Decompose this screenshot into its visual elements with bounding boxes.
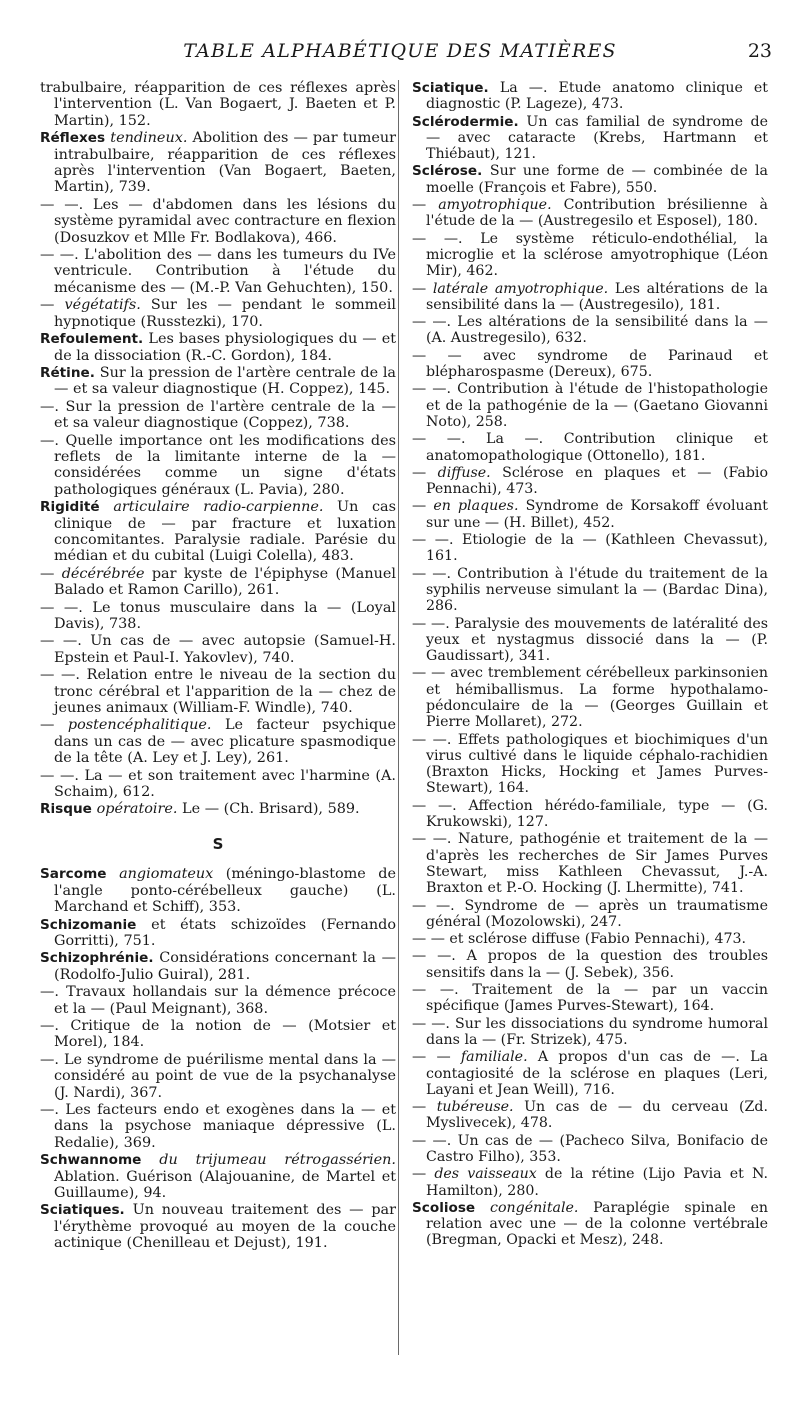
entry-subheading: angiomateux bbox=[119, 866, 226, 883]
index-entry bbox=[40, 667, 396, 716]
entry-subheading: du trijumeau rétrogassérien. bbox=[159, 1152, 396, 1169]
entry-text: Le — (Ch. Brisard), 589. bbox=[182, 801, 360, 818]
right-entry-list bbox=[412, 80, 768, 1249]
index-entry bbox=[40, 1202, 396, 1251]
index-entry bbox=[40, 600, 396, 633]
entry-dash: — —. bbox=[412, 897, 465, 914]
entry-heading: Risque bbox=[40, 801, 97, 818]
entry-text: L'abolition des — dans les tumeurs du IVe ventricule. Contribution à l'étude du mécanisme des — (M.-P. Van Gehuchten), 150. bbox=[54, 247, 396, 296]
entry-text: Sur les — pendant le sommeil hypnotique (Russtezki), 170. bbox=[54, 297, 397, 330]
index-entry bbox=[40, 80, 396, 129]
index-entry bbox=[412, 566, 768, 615]
entry-text: La —. Etude anatomo clinique et diagnostic (P. Lageze), 473. bbox=[426, 80, 768, 113]
index-entry bbox=[412, 80, 768, 113]
index-entry bbox=[40, 1152, 396, 1201]
index-entry bbox=[412, 431, 768, 464]
entry-text: Sur la pression de l'artère centrale de la — et sa valeur diagnostique (H. Coppez), 145. bbox=[54, 364, 396, 398]
entry-text: Quelle importance ont les modifications des reflets de la limitante interne de la — considérées comme un signe d'états pathologiques généraux (L. Pavia), 280. bbox=[54, 432, 396, 498]
entry-text: Le système réticulo-endothélial, la microglie et la sclérose amyotrophique (Léon Mir), 462. bbox=[426, 230, 769, 280]
entry-text: Considérations concernant la — (Rodolfo-Julio Guiral), 281. bbox=[54, 950, 396, 983]
entry-text: Sclérose en plaques et — (Fabio Pennachi), 473. bbox=[426, 464, 768, 498]
entry-dash: —. bbox=[40, 984, 67, 1001]
running-title: TABLE ALPHABÉTIQUE DES MATIÈRES bbox=[183, 40, 617, 62]
entry-dash: — —. bbox=[40, 599, 93, 616]
entry-dash: — —. bbox=[412, 831, 458, 848]
entry-text: La — et son traitement avec l'harmine (A. Schaim), 612. bbox=[54, 767, 396, 801]
index-entry bbox=[40, 801, 396, 817]
entry-dash: — — bbox=[412, 931, 450, 948]
entry-text: et états schizoïdes (Fernando Gorritti), 751. bbox=[54, 916, 396, 949]
index-entry bbox=[412, 231, 768, 280]
index-entry bbox=[40, 768, 396, 801]
running-head bbox=[0, 40, 800, 70]
index-entry bbox=[412, 348, 768, 381]
entry-text: Sur une forme de — combinée de la moelle (François et Fabre), 550. bbox=[426, 163, 768, 196]
entry-dash: — —. bbox=[412, 230, 481, 247]
entry-subheading: congénitale. bbox=[490, 1199, 594, 1216]
entry-text: Les — d'abdomen dans les lésions du système pyramidal avec contracture en flexion (Dosuzkov et Mlle Fr. Bodlakova), 466. bbox=[54, 196, 396, 246]
index-entry bbox=[412, 732, 768, 797]
entry-subheading: postencéphalitique. bbox=[67, 717, 225, 734]
entry-heading: Sarcome bbox=[40, 866, 120, 883]
index-entry bbox=[412, 931, 768, 947]
index-entry bbox=[412, 798, 768, 831]
entry-dash: — —. bbox=[412, 1132, 458, 1149]
page-number: 23 bbox=[747, 40, 772, 62]
entry-heading: Schizomanie bbox=[40, 916, 152, 933]
entry-text: Critique de la notion de — (Motsier et Morel), 184. bbox=[54, 1017, 396, 1051]
index-entry bbox=[40, 399, 396, 432]
entry-text: Contribution brésilienne à l'étude de la — (Austregesilo et Esposel), 180. bbox=[426, 197, 768, 230]
entry-dash: — — bbox=[412, 347, 484, 364]
index-entry bbox=[412, 465, 768, 498]
entry-text: Affection hérédo-familiale, type — (G. Krukowski), 127. bbox=[426, 797, 769, 831]
entry-dash: — —. bbox=[40, 196, 94, 213]
index-entry bbox=[412, 1166, 768, 1199]
index-entry bbox=[40, 365, 396, 398]
index-entry bbox=[412, 665, 768, 730]
entry-dash: —. bbox=[40, 398, 66, 415]
entry-text: Un cas de — du cerveau (Zd. Myslivecek), 478. bbox=[426, 1099, 768, 1132]
column-divider bbox=[398, 80, 399, 1355]
entry-subheading: latérale amyotrophique. bbox=[432, 280, 615, 297]
entry-dash: — —. bbox=[40, 633, 91, 650]
entry-text: Effets pathologiques et biochimiques d'un virus cultivé dans le liquide céphalo-rachidien (Braxton Hicks, Hocking et James Purves-Stewart), 164. bbox=[426, 731, 768, 797]
index-entry bbox=[40, 331, 396, 364]
entry-text: Paraplégie spinale en relation avec une — de la colonne vertébrale (Bregman, Opacki et Mesz), 248. bbox=[426, 1199, 769, 1249]
entry-heading: Rigidité bbox=[40, 499, 114, 516]
entry-dash: — —. bbox=[412, 982, 473, 999]
entry-dash: — —. bbox=[412, 1015, 456, 1032]
entry-dash: — —. bbox=[412, 615, 455, 632]
index-entry bbox=[412, 616, 768, 665]
entry-dash: — bbox=[412, 464, 438, 481]
index-entry bbox=[40, 433, 396, 499]
entry-subheading: diffuse. bbox=[437, 464, 503, 481]
entry-text: par kyste de l'épiphyse (Manuel Balado et Ramon Carillo), 261. bbox=[54, 565, 396, 599]
index-entry bbox=[40, 499, 396, 565]
entry-subheading: végétatifs. bbox=[64, 297, 151, 314]
left-entry-list bbox=[40, 80, 396, 818]
index-entry bbox=[412, 1099, 768, 1132]
index-entry bbox=[40, 984, 396, 1017]
entry-dash: — —. bbox=[412, 948, 467, 965]
entry-dash: — —. bbox=[40, 667, 87, 684]
entry-dash: — bbox=[412, 1099, 437, 1116]
index-entry bbox=[40, 1102, 396, 1151]
index-entry bbox=[40, 130, 396, 196]
entry-text: Abolition des — par tumeur intrabulbaire, réapparition de ces réflexes après l'intervention (Van Bogaert, Baeten, Martin), 739. bbox=[54, 130, 397, 196]
index-entry bbox=[412, 281, 768, 314]
entry-dash: — —. bbox=[412, 797, 469, 814]
index-entry bbox=[40, 197, 396, 246]
section-letter-s: S bbox=[212, 834, 224, 853]
entry-text: Les altérations de la sensibilité dans la — (A. Austregesilo), 632. bbox=[426, 314, 768, 347]
entry-text: Syndrome de Korsakoff évoluant sur une — (H. Billet), 452. bbox=[426, 498, 768, 531]
entry-dash: —. bbox=[40, 1101, 66, 1118]
entry-text: Paralysie des mouvements de latéralité des yeux et nystagmus dissocié dans la — (P. Gaudissart), 341. bbox=[426, 615, 769, 665]
entry-heading: Rétine. bbox=[40, 364, 100, 381]
entry-text: Le syndrome de puérilisme mental dans la — considéré au point de vue de la psychanalyse (J. Nardi), 367. bbox=[54, 1051, 396, 1101]
index-entry bbox=[412, 498, 768, 531]
entry-dash: —. bbox=[40, 1017, 71, 1034]
entry-text: Les facteurs endo et exogènes dans la — et dans la psychose maniaque dépressive (L. Redalie), 369. bbox=[54, 1101, 396, 1151]
entry-dash: — bbox=[40, 717, 68, 734]
entry-dash: — bbox=[412, 1166, 435, 1183]
entry-dash: — bbox=[40, 565, 62, 582]
entry-text: Syndrome de — après un traumatisme général (Mozolowski), 247. bbox=[426, 897, 768, 930]
entry-subheading: des vaisseaux bbox=[434, 1166, 545, 1183]
index-entry bbox=[40, 917, 396, 950]
entry-dash: — —. bbox=[412, 314, 458, 331]
entry-text: Un cas familial de syndrome de — avec cataracte (Krebs, Hartmann et Thiébaut), 121. bbox=[426, 113, 768, 163]
index-entry bbox=[412, 1016, 768, 1049]
index-entry bbox=[412, 1200, 768, 1249]
index-entry bbox=[412, 532, 768, 565]
entry-text: Un nouveau traitement des — par l'érythème provoqué au moyen de la couche actinique (Chenilleau et Dejust), 191. bbox=[54, 1202, 396, 1252]
right-column bbox=[412, 80, 768, 1250]
entry-text: Sur les dissociations du syndrome humoral dans la — (Fr. Strizek), 475. bbox=[426, 1015, 768, 1048]
entry-heading: Réflexes bbox=[40, 130, 111, 147]
entry-text: Les bases physiologiques du — et de la dissociation (R.-C. Gordon), 184. bbox=[54, 331, 396, 364]
entry-text: (méningo-blastome de l'angle ponto-cérébelleux gauche) (L. Marchand et Schiff), 353. bbox=[54, 866, 396, 916]
entry-subheading: décérébrée bbox=[61, 565, 152, 582]
entry-dash: — — bbox=[412, 665, 451, 682]
index-entry bbox=[412, 1049, 768, 1098]
index-entry bbox=[412, 381, 768, 430]
index-entry bbox=[40, 633, 396, 666]
index-entry bbox=[412, 898, 768, 931]
index-entry bbox=[40, 297, 396, 330]
entry-text: Le facteur psychique dans un cas de — avec plicature spasmodique de la tête (A. Ley et J. Ley), 261. bbox=[54, 717, 397, 767]
entry-heading: Sciatiques. bbox=[40, 1202, 133, 1219]
entry-heading: Sciatique. bbox=[412, 80, 500, 96]
entry-text: Etiologie de la — (Kathleen Chevassut), 161. bbox=[426, 532, 768, 565]
entry-dash: — bbox=[40, 297, 65, 314]
index-entry bbox=[40, 866, 396, 915]
entry-dash: — —. bbox=[412, 381, 458, 398]
entry-text: A propos d'un cas de —. La contagiosité de la sclérose en plaques (Leri, Layani et Jean Weill), 716. bbox=[426, 1049, 768, 1098]
entry-heading: Scoliose bbox=[412, 1199, 491, 1216]
index-entry bbox=[40, 717, 396, 766]
entry-text: et sclérose diffuse (Fabio Pennachi), 473. bbox=[449, 931, 747, 948]
entry-dash: — —. bbox=[412, 532, 463, 549]
entry-text: Traitement de la — par un vaccin spécifique (James Purves-Stewart), 164. bbox=[426, 982, 769, 1015]
entry-dash: — —. bbox=[40, 247, 85, 264]
index-entry bbox=[412, 948, 768, 981]
entry-heading: Schizophrénie. bbox=[40, 950, 160, 967]
entry-text: Contribution à l'étude du traitement de la syphilis nerveuse simulant la — (Bardac Dina), 286. bbox=[426, 565, 769, 615]
entry-dash: — bbox=[412, 498, 434, 515]
entry-text: Les altérations de la sensibilité dans la — (Austregesilo), 181. bbox=[426, 280, 769, 313]
entry-heading: Sclérose. bbox=[412, 163, 490, 180]
index-entry bbox=[412, 982, 768, 1015]
entry-text: avec tremblement cérébelleux parkinsonien et hémiballismus. La forme hypothalamo-pédonculaire de la — (Georges Guillain et Pierre Mollaret), 272. bbox=[426, 665, 768, 731]
entry-dash: — —. bbox=[412, 731, 458, 748]
entry-text: Ablation. Guérison (Alajouanine, de Martel et Guillaume), 94. bbox=[54, 1168, 396, 1201]
entry-subheading: en plaques. bbox=[433, 498, 526, 515]
left-column bbox=[40, 80, 396, 1253]
entry-subheading: opératoire. bbox=[96, 801, 183, 818]
entry-text: Contribution à l'étude de l'histopathologie et de la pathogénie de la — (Gaetano Giovanni Noto), 258. bbox=[426, 381, 768, 430]
index-entry bbox=[40, 950, 396, 983]
entry-heading: Refoulement. bbox=[40, 331, 149, 348]
index-entry bbox=[40, 1052, 396, 1101]
entry-subheading: amyotrophique. bbox=[438, 197, 564, 214]
entry-text: Un cas de — avec autopsie (Samuel-H. Epstein et Paul-I. Yakovlev), 740. bbox=[54, 633, 396, 666]
entry-subheading: tubéreuse. bbox=[436, 1099, 525, 1116]
entry-dash: — bbox=[412, 197, 439, 214]
entry-text: Un cas clinique de — par fracture et luxation concomitantes. Paralysie radiale. Parésie du médian et du cubital (Luigi Colella), 483. bbox=[54, 499, 397, 565]
entry-text: Le tonus musculaire dans la — (Loyal Davis), 738. bbox=[54, 599, 396, 632]
entry-dash: — — bbox=[412, 1049, 461, 1066]
index-entry bbox=[412, 197, 768, 230]
index-entry bbox=[412, 163, 768, 196]
entry-text: Nature, pathogénie et traitement de la — d'après les recherches de Sir James Purves Stewart, miss Kathleen Chevassut, J.-A. Braxton et P.-O. Hocking (J. Lhermitte), 741. bbox=[426, 831, 769, 897]
index-entry bbox=[40, 566, 396, 599]
index-entry bbox=[412, 314, 768, 347]
s-entry-list bbox=[40, 866, 396, 1251]
entry-subheading: familiale. bbox=[460, 1049, 538, 1066]
entry-text: trabulbaire, réapparition de ces réflexes après l'intervention (L. Van Bogaert, J. Baeten et P. Martin), 152. bbox=[40, 80, 396, 129]
entry-dash: — bbox=[412, 280, 433, 297]
entry-dash: —. bbox=[40, 1051, 64, 1068]
entry-text: A propos de la question des troubles sensitifs dans la — (J. Sebek), 356. bbox=[426, 948, 769, 981]
entry-text: de la rétine (Lijo Pavia et N. Hamilton), 280. bbox=[426, 1166, 768, 1199]
entry-text: Sur la pression de l'artère centrale de la — et sa valeur diagnostique (Coppez), 738. bbox=[54, 398, 397, 432]
entry-text: avec syndrome de Parinaud et blépharospasme (Dereux), 675. bbox=[426, 347, 768, 381]
entry-dash: — —. bbox=[412, 565, 458, 582]
entry-subheading: articulaire radio-carpienne. bbox=[113, 499, 338, 516]
index-entry bbox=[40, 247, 396, 296]
entry-text: Relation entre le niveau de la section du tronc cérébral et l'apparition de la — chez de jeunes animaux (William-F. Windle), 740. bbox=[54, 667, 396, 717]
entry-heading: Schwannome bbox=[40, 1152, 160, 1169]
entry-subheading: tendineux. bbox=[110, 130, 193, 147]
index-entry bbox=[412, 114, 768, 163]
entry-text: La —. Contribution clinique et anatomopathologique (Ottonello), 181. bbox=[426, 431, 768, 464]
entry-dash: —. bbox=[40, 432, 66, 449]
entry-text: Travaux hollandais sur la démence précoce et la — (Paul Meignant), 368. bbox=[54, 984, 396, 1017]
entry-text: Un cas de — (Pacheco Silva, Bonifacio de Castro Filho), 353. bbox=[426, 1132, 769, 1165]
index-entry bbox=[412, 831, 768, 896]
entry-dash: — —. bbox=[412, 431, 487, 448]
index-entry bbox=[40, 1018, 396, 1051]
entry-dash: — —. bbox=[40, 767, 85, 784]
entry-heading: Sclérodermie. bbox=[412, 113, 527, 130]
index-entry bbox=[412, 1133, 768, 1166]
